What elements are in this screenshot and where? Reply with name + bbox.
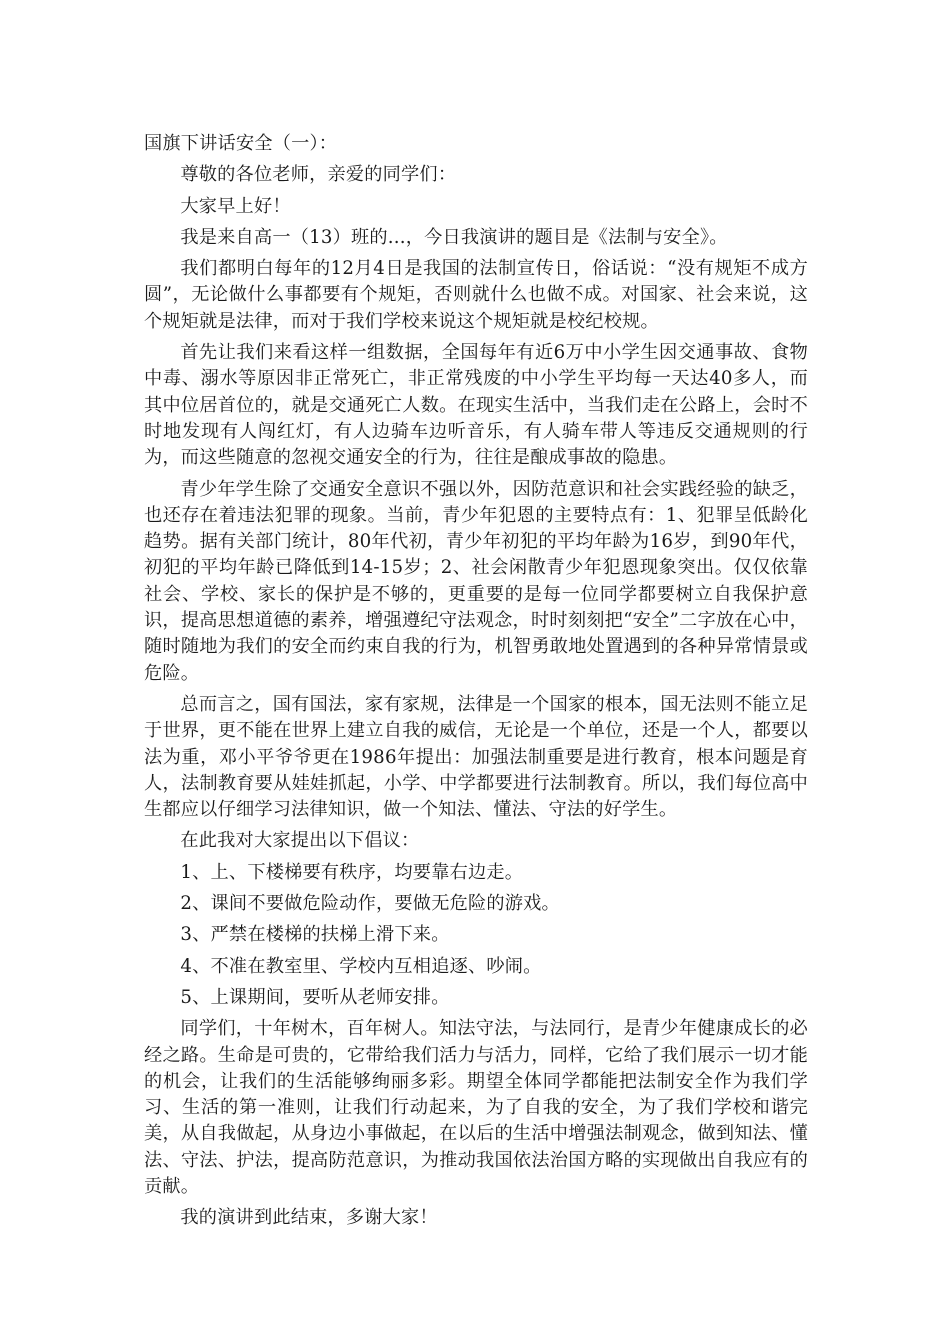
paragraph-greeting: 大家早上好！: [180, 195, 291, 217]
proposal-item-1: 1、上、下楼梯要有秩序，均要靠右边走。: [180, 861, 524, 883]
paragraph-intro: 我是来自高一（13）班的...，今日我演讲的题目是《法制与安全》。: [180, 226, 728, 248]
paragraph-legal-day: 我们都明白每年的12月4日是我国的法制宣传日，俗话说：“没有规矩不成方圆”，无论做什么事都要有个规矩，否则就什么也做不成。对国家、社会来说，这个规矩就是法律，而对于我们学校来说这个规矩就是校纪校规。: [144, 258, 808, 332]
paragraph-youth-crime: 青少年学生除了交通安全意识不强以外，因防范意识和社会实践经验的缺乏，也还存在着违法犯罪的现象。当前，青少年犯恩的主要特点有：1、犯罪呈低龄化趋势。据有关部门统计，80年代初，青少年初犯的平均年龄为16岁，到90年代，初犯的平均年龄已降低到14-15岁；2、社会闲散青少年犯恩现象突出。仅仅依靠社会、学校、家长的保护是不够的，更重要的是每一位同学都要树立自我保护意识，提高思想道德的素养，增强遵纪守法观念，时时刻刻把“安全”二字放在心中，随时随地为我们的安全而约束自我的行为，机智勇敢地处置遇到的各种异常情景或危险。: [144, 478, 808, 684]
paragraph-salutation: 尊敬的各位老师，亲爱的同学们：: [180, 164, 457, 186]
proposal-item-4: 4、不准在教室里、学校内互相追逐、吵闹。: [180, 955, 542, 977]
paragraph-summary: 总而言之，国有国法，家有家规，法律是一个国家的根本，国无法则不能立足于世界，更不能在世界上建立自我的威信，无论是一个单位，还是一个人，都要以法为重，邓小平爷爷更在1986年提出：加强法制重要是进行教育，根本问题是育人，法制教育要从娃娃抓起，小学、中学都要进行法制教育。所以，我们每位高中生都应以仔细学习法律知识，做一个知法、懂法、守法的好学生。: [144, 693, 808, 821]
paragraph-traffic-data: 首先让我们来看这样一组数据，全国每年有近6万中小学生因交通事故、食物中毒、溺水等原因非正常死亡，非正常残废的中小学生平均每一天达40多人，而其中位居首位的，就是交通死亡人数。在现实生活中，当我们走在公路上，会时不时地发现有人闯红灯，有人边骑车边听音乐，有人骑车带人等违反交通规则的行为，而这些随意的忽视交通安全的行为，往往是酿成事故的隐患。: [144, 342, 808, 469]
document-title: 国旗下讲话安全（一）：: [144, 133, 338, 154]
proposal-item-5: 5、上课期间，要听从老师安排。: [180, 986, 450, 1008]
paragraph-proposal-intro: 在此我对大家提出以下倡议：: [180, 830, 420, 852]
proposal-item-3: 3、严禁在楼梯的扶梯上滑下来。: [180, 924, 450, 946]
proposal-item-2: 2、课间不要做危险动作，要做无危险的游戏。: [180, 893, 560, 915]
document-body: [144, 131, 808, 1237]
paragraph-conclusion: 同学们，十年树木，百年树人。知法守法，与法同行，是青少年健康成长的必经之路。生命是可贵的，它带给我们活力与活力，同样，它给了我们展示一切才能的机会，让我们的生活能够绚丽多彩。期望全体同学都能把法制安全作为我们学习、生活的第一准则，让我们行动起来，为了自我的安全，为了我们学校和谐完美，从自我做起，从身边小事做起，在以后的生活中增强法制观念，做到知法、懂法、守法、护法，提高防范意识，为推动我国依法治国方略的实现做出自我应有的贡献。: [144, 1018, 808, 1197]
paragraph-closing: 我的演讲到此结束，多谢大家！: [180, 1207, 438, 1229]
